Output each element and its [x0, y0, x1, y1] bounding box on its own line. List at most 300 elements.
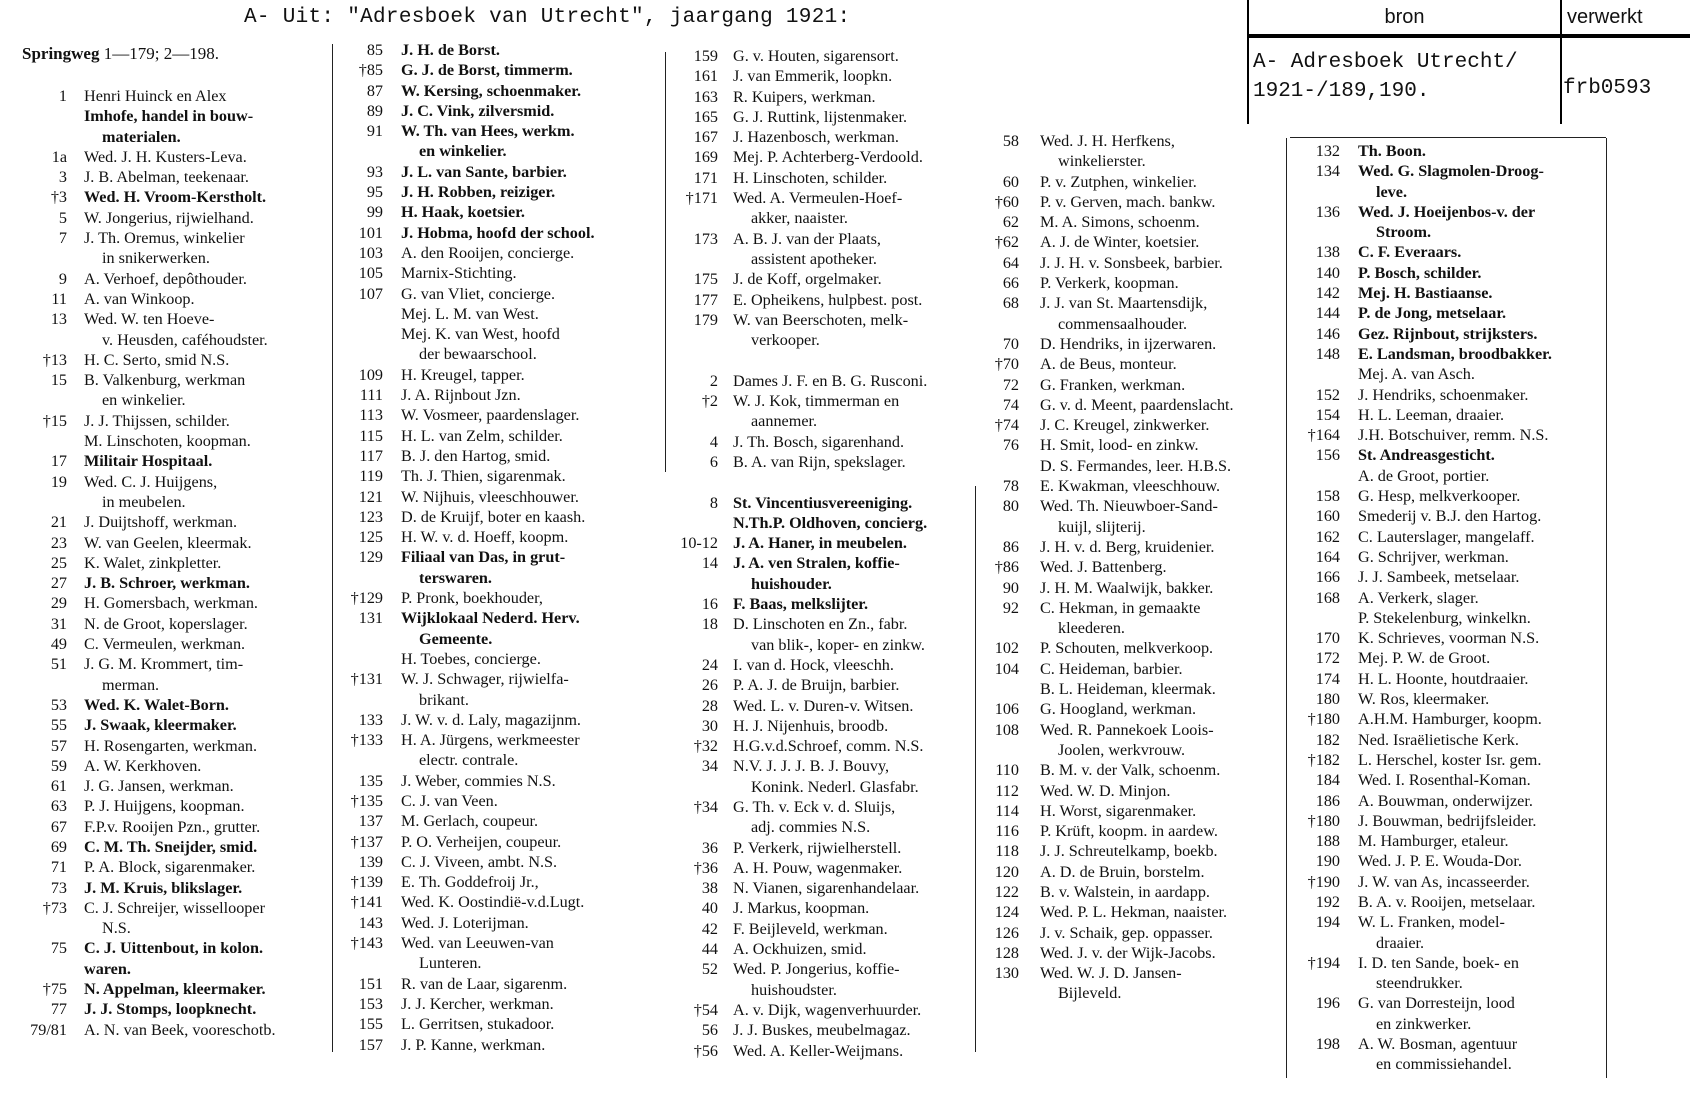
- resident-text: Wed. J. H. Kusters-Leva.: [84, 147, 247, 166]
- house-number: 168: [1315, 588, 1340, 607]
- resident-text: Filiaal van Das, in grut-: [401, 548, 566, 567]
- resident-text: W. van Beerschoten, melk-: [733, 310, 909, 329]
- resident-text: J. B. Schroer, werkman.: [84, 574, 250, 593]
- resident-text: Wed. I. Rosenthal-Koman.: [1358, 771, 1531, 790]
- resident-text: J. Th. Oremus, winkelier: [84, 229, 245, 248]
- house-number: 136: [1315, 202, 1340, 221]
- street-range: 1—179; 2—198.: [103, 44, 219, 63]
- resident-text: v. Heusden, caféhoudster.: [102, 330, 268, 349]
- resident-text: A. Verhoef, depôthouder.: [84, 269, 247, 288]
- house-number: 188: [1315, 832, 1340, 851]
- resident-text: P. Verkerk, rijwielherstell.: [733, 838, 902, 857]
- house-number: 30: [701, 716, 718, 735]
- house-number: 76: [1002, 436, 1019, 455]
- resident-text: J. Duijtshoff, werkman.: [84, 513, 238, 532]
- house-number: †54: [693, 1000, 718, 1019]
- resident-text: C. Heideman, barbier.: [1040, 659, 1183, 678]
- resident-text: Wed. J. Loterijman.: [401, 913, 529, 932]
- house-number: 42: [701, 919, 718, 938]
- house-number: 129: [358, 548, 383, 567]
- house-number: †85: [358, 61, 383, 80]
- resident-text: J. v. Schaik, gep. oppasser.: [1040, 923, 1213, 942]
- resident-text: J. Hendriks, schoenmaker.: [1358, 385, 1529, 404]
- resident-text: G. J. Ruttink, lijstenmaker.: [733, 107, 908, 126]
- house-number: 148: [1315, 344, 1340, 363]
- resident-text: H. J. Nijenhuis, broodb.: [733, 716, 889, 735]
- resident-text: aannemer.: [751, 412, 818, 431]
- resident-text: N.Th.P. Oldhoven, concierg.: [733, 513, 928, 532]
- house-number: 25: [50, 553, 67, 572]
- house-number: 117: [359, 446, 383, 465]
- source-reference: [1253, 48, 1518, 106]
- resident-text: J. A. Rijnbout Jzn.: [401, 386, 521, 405]
- resident-text: G. Schrijver, werkman.: [1358, 547, 1509, 566]
- resident-text: P. Verkerk, koopman.: [1040, 274, 1179, 293]
- house-number: †13: [42, 350, 67, 369]
- resident-text: H. Gomersbach, werkman.: [84, 594, 258, 613]
- house-number: †62: [994, 233, 1019, 252]
- resident-text: J. W. van As, incasseerder.: [1358, 872, 1530, 891]
- house-number: 132: [1315, 142, 1340, 160]
- house-number: 119: [359, 467, 383, 486]
- resident-text: en commissiehandel.: [1376, 1055, 1512, 1074]
- source-line-2: 1921-/189,190.: [1253, 80, 1430, 103]
- house-number: 161: [693, 67, 718, 86]
- resident-text: Stroom.: [1376, 223, 1432, 242]
- house-number: 180: [1315, 690, 1340, 709]
- house-number: 157: [358, 1035, 383, 1054]
- house-number: 51: [50, 655, 67, 674]
- resident-text: Gemeente.: [419, 629, 493, 648]
- resident-text: R. van de Laar, sigarenm.: [401, 974, 568, 993]
- resident-text: commensaalhouder.: [1058, 314, 1188, 333]
- house-number: 152: [1315, 385, 1340, 404]
- source-box-divider: [1560, 0, 1562, 124]
- house-number: 19: [50, 472, 67, 491]
- resident-text: H. Toebes, concierge.: [401, 649, 541, 668]
- resident-text: C. Lauterslager, mangelaff.: [1358, 527, 1535, 546]
- resident-text: C. F. Everaars.: [1358, 243, 1462, 262]
- resident-text: huishoudster.: [751, 980, 837, 999]
- resident-text: H. L. van Zelm, schilder.: [401, 426, 563, 445]
- resident-text: J. W. v. d. Laly, magazijnm.: [401, 710, 581, 729]
- processed-code: frb0593: [1563, 77, 1652, 100]
- resident-text: J. J. Stomps, loopknecht.: [84, 1000, 257, 1019]
- resident-text: J. J. van St. Maartensdijk,: [1040, 294, 1208, 313]
- house-number: †15: [42, 411, 67, 430]
- house-number: 92: [1002, 598, 1019, 617]
- resident-text: H. A. Jürgens, werkmeester: [401, 731, 580, 750]
- resident-text: A.H.M. Hamburger, koopm.: [1358, 710, 1542, 729]
- resident-text: Wed. G. Slagmolen-Droog-: [1358, 162, 1544, 181]
- resident-text: Wed. P. Jongerius, koffie-: [733, 960, 900, 979]
- house-number: 104: [994, 659, 1019, 678]
- house-number: 11: [51, 289, 67, 308]
- house-number: 17: [50, 452, 67, 471]
- house-number: 194: [1315, 913, 1340, 932]
- resident-text: W. Jongerius, rijwielhand.: [84, 208, 254, 227]
- resident-text: verkooper.: [751, 331, 820, 350]
- resident-text: A. D. de Bruin, borstelm.: [1040, 862, 1205, 881]
- resident-text: K. Walet, zinkpletter.: [84, 553, 222, 572]
- house-number: 175: [693, 270, 718, 289]
- house-number: 56: [701, 1021, 718, 1040]
- resident-text: P. A. J. de Bruijn, barbier.: [733, 676, 900, 695]
- resident-text: J. A. ven Stralen, koffie-: [733, 554, 900, 573]
- house-number: †171: [685, 189, 718, 208]
- resident-text: J. Hobma, hoofd der school.: [401, 223, 595, 242]
- resident-text: J. L. van Sante, barbier.: [401, 162, 567, 181]
- resident-text: Marnix-Stichting.: [401, 264, 517, 283]
- resident-text: E. Kwakman, vleeschhouw.: [1040, 477, 1221, 496]
- resident-text: Joolen, werkvrouw.: [1058, 740, 1186, 759]
- house-number: †182: [1307, 750, 1340, 769]
- house-number: 198: [1315, 1035, 1340, 1054]
- resident-text: M. Linschoten, koopman.: [84, 432, 251, 451]
- resident-text: assistent apotheker.: [751, 249, 877, 268]
- resident-text: P. Krüft, koopm. in aardew.: [1040, 822, 1218, 841]
- resident-text: A. W. Kerkhoven.: [84, 756, 202, 775]
- house-number: 169: [693, 148, 718, 167]
- house-number: 174: [1315, 669, 1340, 688]
- resident-text: Wed. P. L. Hekman, naaister.: [1040, 903, 1228, 922]
- resident-text: C. Hekman, in gemaakte: [1040, 598, 1201, 617]
- house-number: †32: [693, 737, 718, 756]
- house-number: 15: [50, 371, 67, 390]
- house-number: 130: [994, 964, 1019, 983]
- house-number: 179: [693, 310, 718, 329]
- house-number: 13: [50, 310, 67, 329]
- house-number: 139: [358, 852, 383, 871]
- house-number: 38: [701, 879, 718, 898]
- resident-text: Wed. W. J. D. Jansen-: [1040, 964, 1182, 983]
- house-number: †36: [693, 858, 718, 877]
- resident-text: G. v. d. Meent, paardenslacht.: [1040, 395, 1234, 414]
- resident-text: N.V. J. J. J. B. J. Bouvy,: [733, 757, 890, 776]
- resident-text: J. G. M. Krommert, tim-: [84, 655, 244, 674]
- house-number: 21: [50, 513, 67, 532]
- resident-text: C. J. Viveen, ambt. N.S.: [401, 852, 558, 871]
- resident-text: kleederen.: [1058, 619, 1125, 638]
- resident-text: St. Vincentiusvereeniging.: [733, 493, 913, 512]
- resident-text: leve.: [1376, 182, 1408, 201]
- resident-text: W. Nijhuis, vleeschhouwer.: [401, 487, 579, 506]
- house-number: 105: [358, 264, 383, 283]
- house-number: 196: [1315, 994, 1340, 1013]
- resident-text: Mej. H. Bastiaanse.: [1358, 284, 1493, 303]
- resident-text: B. J. den Hartog, smid.: [401, 446, 551, 465]
- resident-text: J. H. v. d. Berg, kruidenier.: [1040, 537, 1215, 556]
- house-number: 158: [1315, 487, 1340, 506]
- resident-text: D. Hendriks, in ijzerwaren.: [1040, 334, 1217, 353]
- column-rule: [1286, 138, 1287, 1078]
- house-number: 28: [701, 696, 718, 715]
- resident-text: C. Vermeulen, werkman.: [84, 635, 246, 654]
- resident-text: P. A. Block, sigarenmaker.: [84, 858, 256, 877]
- house-number: 113: [359, 406, 383, 425]
- house-number: 85: [366, 41, 383, 59]
- resident-text: G. Hesp, melkverkooper.: [1358, 487, 1521, 506]
- resident-text: W. J. Kok, timmerman en: [733, 392, 900, 411]
- house-number: 184: [1315, 771, 1340, 790]
- resident-text: Wed. A. Keller-Weijmans.: [733, 1041, 904, 1060]
- resident-text: A. H. Pouw, wagenmaker.: [733, 858, 903, 877]
- house-number: 40: [701, 899, 718, 918]
- house-number: †129: [350, 589, 383, 608]
- house-number: †180: [1307, 710, 1340, 729]
- source-line-1: A- Adresboek Utrecht/: [1253, 51, 1518, 74]
- house-number: 99: [366, 203, 383, 222]
- resident-text: Wed. Th. Nieuwboer-Sand-: [1040, 497, 1218, 516]
- resident-text: in meubelen.: [102, 492, 186, 511]
- house-number: 172: [1315, 649, 1340, 668]
- house-number: 6: [709, 452, 718, 471]
- resident-text: G. J. de Borst, timmerm.: [401, 61, 573, 80]
- house-number: 165: [693, 107, 718, 126]
- house-number: 110: [995, 761, 1019, 780]
- resident-text: E. Opheikens, hulpbest. post.: [733, 290, 923, 309]
- house-number: †3: [50, 188, 67, 207]
- resident-text: Th. Boon.: [1358, 142, 1426, 160]
- resident-text: B. M. v. der Valk, schoenm.: [1040, 761, 1221, 780]
- resident-text: J. de Koff, orgelmaker.: [733, 270, 882, 289]
- resident-text: en winkelier.: [419, 142, 507, 161]
- resident-text: A. N. van Beek, vooreschotb.: [84, 1020, 276, 1039]
- resident-text: G. Franken, werkman.: [1040, 375, 1186, 394]
- house-number: 109: [358, 365, 383, 384]
- house-number: 120: [994, 862, 1019, 881]
- house-number: 53: [50, 695, 67, 714]
- house-number: 44: [701, 940, 718, 959]
- house-number: 69: [50, 837, 67, 856]
- house-number: †70: [994, 355, 1019, 374]
- resident-text: Wed. J. Hoeijenbos-v. der: [1358, 202, 1536, 221]
- house-number: 58: [1002, 132, 1019, 150]
- resident-text: brikant.: [419, 690, 469, 709]
- resident-text: W. L. Franken, model-: [1358, 913, 1505, 932]
- resident-text: H. W. v. d. Hoeff, koopm.: [401, 528, 569, 547]
- house-number: 60: [1002, 172, 1019, 191]
- resident-text: M. Hamburger, etaleur.: [1358, 832, 1509, 851]
- resident-text: G. van Vliet, concierge.: [401, 284, 556, 303]
- house-number: 146: [1315, 324, 1340, 343]
- house-number: †164: [1307, 426, 1340, 445]
- resident-text: Mej. A. van Asch.: [1358, 365, 1475, 384]
- house-number: 59: [50, 756, 67, 775]
- resident-text: W. van Geelen, kleermak.: [84, 533, 252, 552]
- document-title: A- Uit: "Adresboek van Utrecht", jaargang 1921:: [244, 6, 851, 29]
- resident-text: Wed. A. Vermeulen-Hoef-: [733, 189, 903, 208]
- resident-text: winkelierster.: [1058, 152, 1146, 171]
- house-number: 156: [1315, 446, 1340, 465]
- resident-text: J. P. Kanne, werkman.: [401, 1035, 546, 1054]
- source-header: bron: [1384, 6, 1425, 28]
- house-number: 72: [1002, 375, 1019, 394]
- house-number: 124: [994, 903, 1019, 922]
- resident-text: J. Swaak, kleermaker.: [84, 716, 237, 735]
- resident-text: B. Valkenburg, werkman: [84, 371, 246, 390]
- house-number: 52: [701, 960, 718, 979]
- resident-text: A. B. J. van der Plaats,: [733, 229, 881, 248]
- resident-text: P. Schouten, melkverkoop.: [1040, 639, 1214, 658]
- resident-text: A. den Rooijen, concierge.: [401, 243, 575, 262]
- resident-text: Wed. H. Vroom-Kerstholt.: [84, 188, 267, 207]
- resident-text: Imhofe, handel in bouw-: [84, 107, 254, 126]
- house-number: 67: [50, 817, 67, 836]
- resident-text: C. M. Th. Sneijder, smid.: [84, 837, 258, 856]
- house-number: †86: [994, 558, 1019, 577]
- house-number: 70: [1002, 334, 1019, 353]
- resident-text: Henri Huinck en Alex: [84, 87, 227, 105]
- resident-text: A. de Beus, monteur.: [1040, 355, 1177, 374]
- resident-text: Wed. R. Pannekoek Loois-: [1040, 720, 1214, 739]
- resident-text: A. W. Bosman, agentuur: [1358, 1035, 1518, 1054]
- house-number: 155: [358, 1015, 383, 1034]
- resident-text: Dames J. F. en B. G. Rusconi.: [733, 371, 928, 390]
- house-number: 121: [358, 487, 383, 506]
- house-number: 90: [1002, 578, 1019, 597]
- house-number: 66: [1002, 274, 1019, 293]
- resident-text: N. Appelman, kleermaker.: [84, 980, 266, 999]
- house-number: 24: [701, 655, 718, 674]
- house-number: 143: [358, 913, 383, 932]
- resident-text: Wed. J. v. der Wijk-Jacobs.: [1040, 943, 1216, 962]
- resident-text: St. Andreasgesticht.: [1358, 446, 1495, 465]
- house-number: 190: [1315, 852, 1340, 871]
- street-heading: [22, 44, 219, 64]
- house-number: 142: [1315, 284, 1340, 303]
- column-rule: [332, 44, 333, 1052]
- resident-text: L. Gerritsen, stukadoor.: [401, 1015, 555, 1034]
- house-number: 116: [995, 822, 1019, 841]
- resident-text: B. A. van Rijn, spekslager.: [733, 452, 906, 471]
- house-number: 87: [366, 81, 383, 100]
- resident-text: D. Linschoten en Zn., fabr.: [733, 615, 908, 634]
- column-rule: [665, 52, 666, 472]
- resident-text: A. Ockhuizen, smid.: [733, 940, 867, 959]
- house-number: 126: [994, 923, 1019, 942]
- resident-text: Konink. Nederl. Glasfabr.: [751, 777, 919, 796]
- house-number: 1a: [51, 147, 67, 166]
- house-number: †73: [42, 898, 67, 917]
- resident-text: J. van Emmerik, loopkn.: [733, 67, 893, 86]
- house-number: 73: [50, 878, 67, 897]
- house-number: †56: [693, 1041, 718, 1060]
- house-number: 91: [366, 122, 383, 141]
- resident-text: adj. commies N.S.: [751, 818, 871, 837]
- house-number: 5: [58, 208, 67, 227]
- house-number: †133: [350, 731, 383, 750]
- house-number: 95: [366, 183, 383, 202]
- house-number: 9: [58, 269, 67, 288]
- house-number: 151: [358, 974, 383, 993]
- resident-text: J. B. Abelman, teekenaar.: [84, 168, 249, 187]
- resident-text: M. A. Simons, schoenm.: [1040, 213, 1200, 232]
- resident-text: der bewaarschool.: [419, 345, 537, 364]
- house-number: 68: [1002, 294, 1019, 313]
- resident-text: R. Kuipers, werkman.: [733, 87, 876, 106]
- resident-text: W. J. Schwager, rijwielfa-: [401, 670, 569, 689]
- resident-text: Mej. P. W. de Groot.: [1358, 649, 1491, 668]
- house-number: 163: [693, 87, 718, 106]
- resident-text: Wijklokaal Nederd. Herv.: [401, 609, 580, 628]
- house-number: 26: [701, 676, 718, 695]
- house-number: 7: [58, 229, 67, 248]
- resident-text: F. Baas, melkslijter.: [733, 595, 869, 614]
- resident-text: J. J. H. v. Sonsbeek, barbier.: [1040, 253, 1223, 272]
- resident-text: J. J. Sambeek, metselaar.: [1358, 568, 1520, 587]
- resident-text: C. J. van Veen.: [401, 791, 498, 810]
- house-number: †74: [994, 416, 1019, 435]
- resident-text: M. Gerlach, coupeur.: [401, 812, 539, 831]
- house-number: 115: [359, 426, 383, 445]
- resident-text: H. Rosengarten, werkman.: [84, 736, 258, 755]
- house-number: †180: [1307, 811, 1340, 830]
- resident-text: J. J. Kercher, werkman.: [401, 994, 554, 1013]
- house-number: 144: [1315, 304, 1340, 323]
- house-number: 63: [50, 797, 67, 816]
- resident-text: J. M. Kruis, blikslager.: [84, 878, 243, 897]
- house-number: †2: [701, 392, 718, 411]
- resident-text: G. van Dorresteijn, lood: [1358, 994, 1515, 1013]
- resident-text: steendrukker.: [1376, 974, 1463, 993]
- resident-text: Lunteren.: [419, 954, 482, 973]
- resident-text: terswaren.: [419, 568, 492, 587]
- resident-text: J. J. Thijssen, schilder.: [84, 411, 230, 430]
- resident-text: H. L. Hoonte, houtdraaier.: [1358, 669, 1529, 688]
- house-number: 137: [358, 812, 383, 831]
- resident-text: merman.: [102, 675, 160, 694]
- house-number: 27: [50, 574, 67, 593]
- resident-text: P. Stekelenburg, winkelkn.: [1358, 608, 1531, 627]
- house-number: 122: [994, 882, 1019, 901]
- resident-text: P. Pronk, boekhouder,: [401, 589, 543, 608]
- resident-text: B. A. v. Rooijen, metselaar.: [1358, 892, 1536, 911]
- resident-text: J. Bouwman, bedrijfsleider.: [1358, 811, 1537, 830]
- house-number: 164: [1315, 547, 1340, 566]
- resident-text: Mej. K. van West, hoofd: [401, 325, 560, 344]
- house-number: 71: [50, 858, 67, 877]
- resident-text: F.P.v. Rooijen Pzn., grutter.: [84, 817, 261, 836]
- resident-text: Wed. W. D. Minjon.: [1040, 781, 1171, 800]
- resident-text: H. L. Leeman, draaier.: [1358, 405, 1505, 424]
- resident-text: Wed. van Leeuwen-van: [401, 934, 554, 953]
- house-number: 62: [1002, 213, 1019, 232]
- house-number: †139: [350, 873, 383, 892]
- resident-text: in snikerwerken.: [102, 249, 210, 268]
- house-number: 177: [693, 290, 718, 309]
- source-box: [1247, 0, 1690, 124]
- resident-text: Wed. C. J. Huijgens,: [84, 472, 218, 491]
- house-number: 114: [995, 801, 1019, 820]
- resident-text: C. J. Schreijer, wissellooper: [84, 898, 265, 917]
- resident-text: Wed. J. P. E. Wouda-Dor.: [1358, 852, 1522, 871]
- resident-text: H. Haak, koetsier.: [401, 203, 525, 222]
- resident-text: Militair Hospitaal.: [84, 452, 213, 471]
- resident-text: J. C. Vink, zilversmid.: [401, 101, 555, 120]
- resident-text: A. Bouwman, onderwijzer.: [1358, 791, 1533, 810]
- column-top-rule: [1290, 137, 1606, 138]
- house-number: †131: [350, 670, 383, 689]
- house-number: 162: [1315, 527, 1340, 546]
- house-number: 112: [995, 781, 1019, 800]
- resident-text: B. v. Walstein, in aardapp.: [1040, 882, 1210, 901]
- resident-text: waren.: [84, 959, 131, 978]
- resident-text: H.G.v.d.Schroef, comm. N.S.: [733, 737, 924, 756]
- resident-text: P. J. Huijgens, koopman.: [84, 797, 245, 816]
- house-number: 140: [1315, 263, 1340, 282]
- house-number: 173: [693, 229, 718, 248]
